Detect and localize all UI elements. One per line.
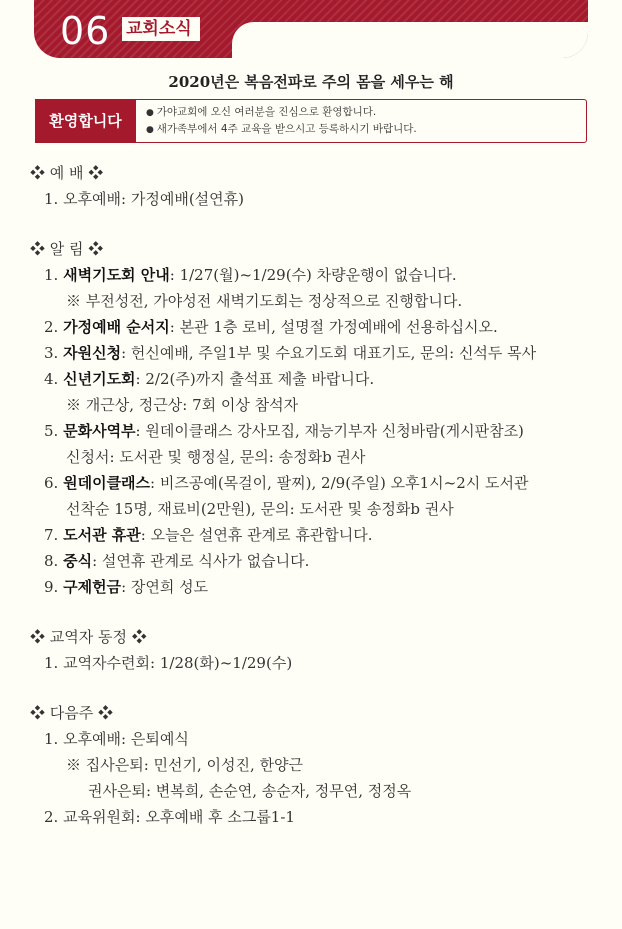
notice-note: ※ 부전성전, 가야성전 새벽기도회는 정상적으로 진행합니다. bbox=[66, 292, 463, 310]
notice-title: 가정예배 순서지 bbox=[63, 318, 170, 336]
banner-cutout bbox=[232, 22, 588, 58]
notice-item: 7. 도서관 휴관: 오늘은 설연휴 관계로 휴관합니다. bbox=[44, 526, 373, 544]
notice-item: 5. 문화사역부: 원데이클래스 강사모집, 재능기부자 신청바람(게시판참조) bbox=[44, 422, 524, 440]
notice-title: 도서관 휴관 bbox=[63, 526, 141, 544]
notice-title: 중식 bbox=[63, 552, 93, 570]
next-week-item: 1. 오후예배: 은퇴예식 bbox=[44, 730, 189, 748]
next-week-heading: ❖ 다음주 ❖ bbox=[30, 704, 114, 722]
section-number: 06 bbox=[60, 9, 111, 53]
notice-text: : 설연휴 관계로 식사가 없습니다. bbox=[92, 552, 310, 570]
notice-text: : 2/2(주)까지 출석표 제출 바랍니다. bbox=[135, 370, 375, 388]
welcome-list bbox=[146, 104, 417, 138]
notice-item: 1. 새벽기도회 안내: 1/27(월)~1/29(수) 차량운행이 없습니다. bbox=[44, 266, 457, 284]
notice-text: : 본관 1층 로비, 설명절 가정예배에 선용하십시오. bbox=[169, 318, 498, 336]
welcome-box bbox=[35, 99, 587, 143]
pastor-heading: ❖ 교역자 동정 ❖ bbox=[30, 628, 147, 646]
next-week-item: 2. 교육위원회: 오후예배 후 소그룹1-1 bbox=[44, 808, 295, 826]
next-week-note: ※ 집사은퇴: 민선기, 이성진, 한양근 bbox=[66, 756, 304, 774]
notice-title: 자원신청 bbox=[63, 344, 122, 362]
notices-heading: ❖ 알 림 ❖ bbox=[30, 240, 104, 258]
worship-item: 1. 오후예배: 가정예배(설연휴) bbox=[44, 190, 244, 208]
notice-note: 신청서: 도서관 및 행정실, 문의: 송정화b 권사 bbox=[66, 448, 366, 466]
notice-title: 신년기도회 bbox=[63, 370, 136, 388]
notice-text: : 오늘은 설연휴 관계로 휴관합니다. bbox=[140, 526, 373, 544]
announcements bbox=[30, 160, 610, 830]
notice-item: 6. 원데이클래스: 비즈공예(목걸이, 팔찌), 2/9(주일) 오후1시~2시 도서관 bbox=[44, 474, 529, 492]
notice-text: : 원데이클래스 강사모집, 재능기부자 신청바람(게시판참조) bbox=[135, 422, 524, 440]
notice-item: 2. 가정예배 순서지: 본관 1층 로비, 설명절 가정예배에 선용하십시오. bbox=[44, 318, 498, 336]
notice-title: 문화사역부 bbox=[63, 422, 136, 440]
year-theme: 2020년은 복음전파로 주의 몸을 세우는 해 bbox=[168, 73, 454, 91]
notice-item: 3. 자원신청: 헌신예배, 주일1부 및 수요기도회 대표기도, 문의: 신석두 목사 bbox=[44, 344, 537, 362]
notice-title: 원데이클래스 bbox=[63, 474, 151, 492]
notice-text: : 헌신예배, 주일1부 및 수요기도회 대표기도, 문의: 신석두 목사 bbox=[121, 344, 537, 362]
notice-item: 4. 신년기도회: 2/2(주)까지 출석표 제출 바랍니다. bbox=[44, 370, 375, 388]
worship-heading: ❖ 예 배 ❖ bbox=[30, 164, 104, 182]
section-title: 교회소식 bbox=[122, 17, 200, 41]
notice-title: 새벽기도회 안내 bbox=[63, 266, 170, 284]
notice-text: : 비즈공예(목걸이, 팔찌), 2/9(주일) 오후1시~2시 도서관 bbox=[150, 474, 529, 492]
notice-note: ※ 개근상, 정근상: 7회 이상 참석자 bbox=[66, 396, 299, 414]
welcome-item: ● 가야교회에 오신 여러분을 진심으로 환영합니다. bbox=[146, 104, 417, 121]
section-banner bbox=[34, 0, 588, 58]
notice-item: 9. 구제헌금: 장연희 성도 bbox=[44, 578, 209, 596]
notice-text: : 장연희 성도 bbox=[121, 578, 209, 596]
welcome-item: ● 새가족부에서 4주 교육을 받으시고 등록하시기 바랍니다. bbox=[146, 121, 417, 138]
notice-note: 선착순 15명, 재료비(2만원), 문의: 도서관 및 송정화b 권사 bbox=[66, 500, 454, 518]
welcome-label: 환영합니다 bbox=[35, 99, 136, 143]
notice-item: 8. 중식: 설연휴 관계로 식사가 없습니다. bbox=[44, 552, 310, 570]
notice-title: 구제헌금 bbox=[63, 578, 122, 596]
next-week-note: 권사은퇴: 변복희, 손순연, 송순자, 정무연, 정정옥 bbox=[88, 782, 412, 800]
notice-text: : 1/27(월)~1/29(수) 차량운행이 없습니다. bbox=[169, 266, 457, 284]
pastor-item: 1. 교역자수련회: 1/28(화)~1/29(수) bbox=[44, 654, 293, 672]
